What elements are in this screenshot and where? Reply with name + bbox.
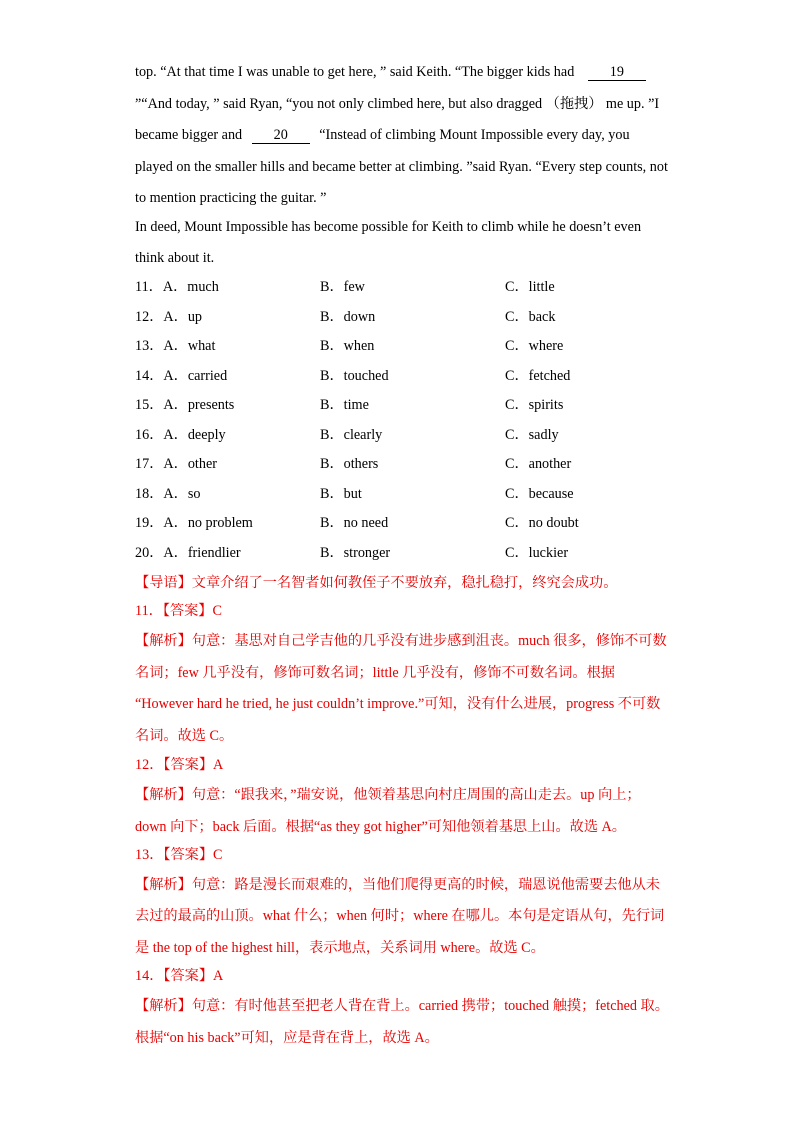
option-c: C．another — [505, 456, 572, 472]
passage-text: top. “At that time I was unable to get here, ” said Keith. “The bigger kids had — [135, 64, 575, 80]
passage-line-1 — [135, 63, 675, 81]
question-number: 17． — [135, 456, 164, 472]
option-c: C．luckier — [505, 545, 569, 561]
passage-line-3 — [135, 126, 675, 144]
question-number: 19． — [135, 515, 164, 531]
option-b: B．clearly — [320, 427, 383, 443]
option-a: A．so — [163, 486, 201, 502]
question-number: 14． — [135, 368, 164, 384]
option-c: C．where — [505, 338, 564, 354]
question-number: 11． — [135, 279, 163, 295]
passage-line-6: In deed, Mount Impossible has become possible for Keith to climb while he doesn’t even — [135, 219, 642, 235]
option-a: A．up — [163, 309, 203, 325]
passage-line-5: to mention practicing the guitar. ” — [135, 190, 327, 206]
option-c: C．little — [505, 279, 555, 295]
option-b: B．down — [320, 309, 376, 325]
option-c: C．back — [505, 309, 556, 325]
explanation-11-line: “However hard he tried, he just couldn’t improve.”可知，没有什么进展，progress 不可数 — [135, 696, 661, 712]
answer-11: 11．【答案】C — [135, 603, 222, 619]
intro-note: 【导语】文章介绍了一名智者如何教侄子不要放弃，稳扎稳打，终究会成功。 — [135, 575, 618, 591]
option-b: B．time — [320, 397, 369, 413]
option-b: B．stronger — [320, 545, 391, 561]
explanation-13-line: 去过的最高的山顶。what 什么；when 何时；where 在哪儿。本句是定语从句，先行词 — [135, 908, 665, 924]
option-a: A．presents — [163, 397, 235, 413]
option-a: A．carried — [163, 368, 228, 384]
blank-19: 19 — [588, 65, 646, 81]
option-a: A．no problem — [163, 515, 253, 531]
option-b: B．but — [320, 486, 362, 502]
answer-13: 13．【答案】C — [135, 847, 223, 863]
option-a: A．other — [163, 456, 217, 472]
option-a: A．friendlier — [163, 545, 241, 561]
option-a: A．deeply — [163, 427, 226, 443]
explanation-14-line: 【解析】句意：有时他甚至把老人背在背上。carried 携带；touched 触摸；fetched 取。 — [135, 998, 669, 1014]
explanation-11-line: 【解析】句意：基思对自己学吉他的几乎没有进步感到沮丧。much 很多，修饰不可数 — [135, 633, 667, 649]
question-number: 13． — [135, 338, 164, 354]
option-c: C．spirits — [505, 397, 564, 413]
explanation-11-line: 名词；few 几乎没有，修饰可数名词；little 几乎没有，修饰不可数名词。根据 — [135, 665, 615, 681]
passage-line-4: played on the smaller hills and became better at climbing. ”said Ryan. “Every step counts, not — [135, 159, 668, 175]
explanation-14-line: 根据“on his back”可知，应是背在背上，故选 A。 — [135, 1030, 439, 1046]
option-b: B．touched — [320, 368, 389, 384]
answer-14: 14．【答案】A — [135, 968, 224, 984]
option-c: C．because — [505, 486, 574, 502]
explanation-13-line: 【解析】句意：路是漫长而艰难的，当他们爬得更高的时候，瑞恩说他需要去他从未 — [135, 877, 660, 893]
passage-text: became bigger and — [135, 127, 243, 143]
option-c: C．sadly — [505, 427, 559, 443]
option-a: A．what — [163, 338, 216, 354]
question-number: 18． — [135, 486, 164, 502]
option-b: B．no need — [320, 515, 389, 531]
explanation-12-line: 【解析】句意：“跟我来，”瑞安说，他领着基思向村庄周围的高山走去。up 向上； — [135, 787, 641, 803]
question-number: 12． — [135, 309, 164, 325]
option-b: B．few — [320, 279, 365, 295]
passage-line-7: think about it. — [135, 250, 215, 266]
answer-12: 12．【答案】A — [135, 757, 224, 773]
option-a: A．much — [162, 279, 219, 295]
passage-line-2: ”“And today, ” said Ryan, “you not only climbed here, but also dragged （拖拽） me up. ”I — [135, 96, 660, 112]
passage-text: “Instead of climbing Mount Impossible every day, you — [319, 127, 630, 143]
question-number: 15． — [135, 397, 164, 413]
option-b: B．when — [320, 338, 375, 354]
explanation-11-line: 名词。故选 C。 — [135, 728, 234, 744]
explanation-12-line: down 向下；back 后面。根据“as they got higher”可知他领着基思上山。故选 A。 — [135, 819, 626, 835]
question-number: 20． — [135, 545, 164, 561]
option-c: C．no doubt — [505, 515, 579, 531]
option-c: C．fetched — [505, 368, 571, 384]
blank-20: 20 — [252, 128, 310, 144]
option-b: B．others — [320, 456, 379, 472]
question-number: 16． — [135, 427, 164, 443]
explanation-13-line: 是 the top of the highest hill，表示地点，关系词用 where。故选 C。 — [135, 940, 545, 956]
